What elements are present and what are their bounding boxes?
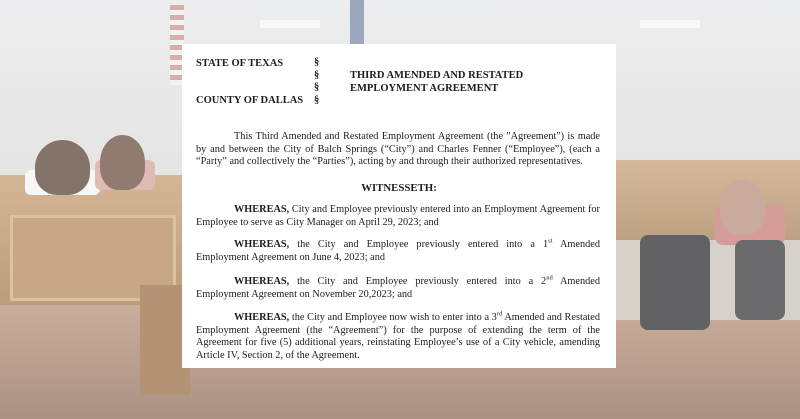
section-marks [314, 57, 319, 107]
document-title [350, 69, 523, 95]
agreement-document [182, 44, 616, 368]
title-line: THIRD AMENDED AND RESTATED [350, 70, 524, 81]
intro-paragraph [196, 131, 600, 169]
whereas-label: WHEREAS, [234, 239, 290, 250]
recital-2 [196, 239, 600, 264]
witnesseth-heading: WITNESSETH: [361, 182, 437, 194]
section-mark: § [314, 82, 320, 93]
recital-text-cont: Amended and Restated Employment Agreement (the “Agreement”) for the purpose of extending the term of the Agreement for five (5) additional years, reinstating Employee’s use of a City vehicle, amending Article IV, Section 2, of the Agreement. [196, 312, 600, 361]
recital-text-cont: Amended Employment Agreement on November 20,2023; and [196, 276, 601, 300]
intro-text: This Third Amended and Restated Employment Agreement (the "Agreement") is made by and between the City of Balch Springs (“City”) and Charles Fenner (“Employee”), (each a “Party” and collectively the “Parties”), acting by and through their authorized representatives. [196, 131, 600, 168]
ordinal-suffix: nd [546, 274, 553, 282]
recital-text: City and Employee previously entered into an Employment Agreement for Employee to serve as City Manager on April 29, 2023; and [196, 204, 600, 228]
document-caption [182, 44, 616, 124]
recital-text: the City and Employee previously entered into a 1 [297, 239, 549, 250]
recital-text: the City and Employee previously entered into a 2 [297, 276, 547, 287]
state-label: STATE OF TEXAS [196, 58, 284, 69]
recital-text-cont: Amended Employment Agreement on June 4, 2023; and [196, 239, 600, 263]
title-line: EMPLOYMENT AGREEMENT [350, 83, 499, 94]
whereas-label: WHEREAS, [234, 312, 290, 323]
recital-4 [196, 312, 600, 362]
whereas-label: WHEREAS, [234, 204, 290, 215]
county-label: COUNTY OF DALLAS [196, 95, 304, 106]
section-mark: § [314, 57, 320, 68]
section-mark: § [314, 69, 320, 81]
recital-1 [196, 204, 600, 229]
ordinal-suffix: rd [496, 310, 503, 318]
section-mark: § [314, 94, 320, 106]
recital-3 [196, 276, 600, 301]
ordinal-suffix: st [548, 237, 553, 245]
recital-text: the City and Employee now wish to enter into a 3 [291, 312, 497, 323]
whereas-label: WHEREAS, [234, 276, 290, 287]
